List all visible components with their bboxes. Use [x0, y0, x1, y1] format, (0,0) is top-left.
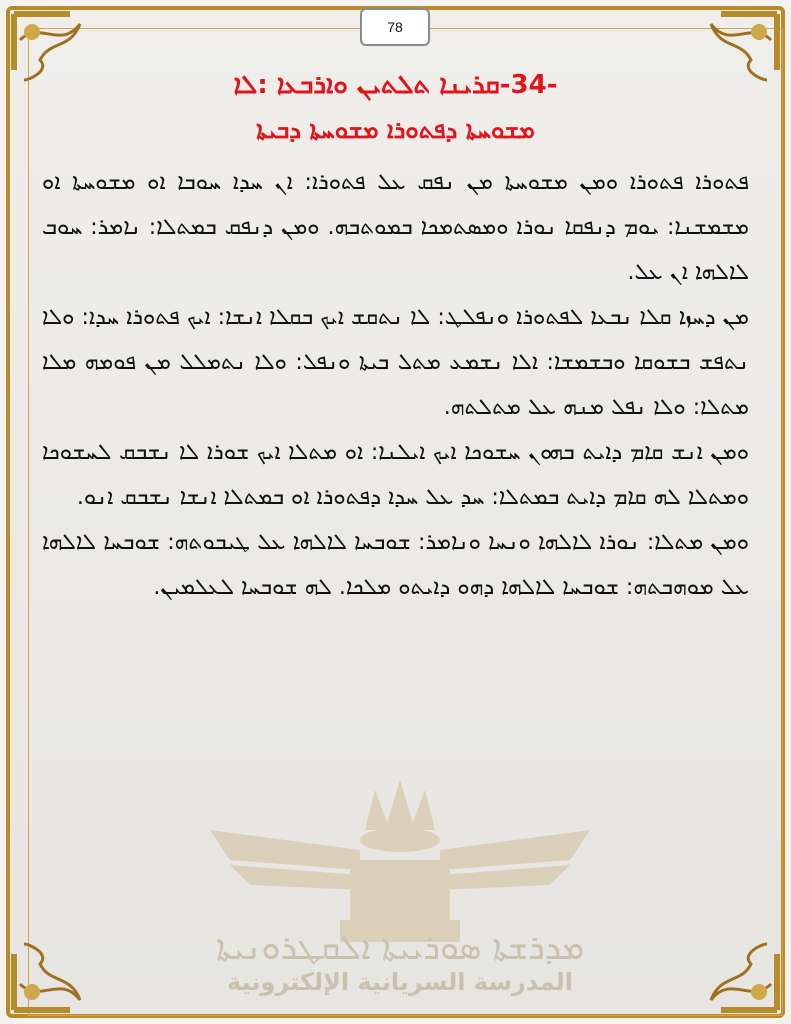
- lesson-subtitle: ܡܫܘܚܬܐ ܕܦܬܘܪܐ ܡܫܘܚܬܐ ܕܒܝܬܐ: [256, 116, 535, 144]
- paragraph: ܡܢ ܕܚܙܐ ܩܠܐ ܢܒܥܐ ܠܦܬܘܪܐ ܘܢܦܠܛ: ܠܐ ܢܬܩܫ ܐܝܟ ܒܩܠܐ ܐܢܫܐ: ܐܝܟ ܦܬܘܪܐ ܚܕܐ: ܘܠܐ ܢܬܦܫ ܒܫܘܩܐ ܘܒܫܡܫܐ: ܐܠܐ ܢܫܡܥ ܡܬܠ ܒܝܬܐ ܘܢܦܠ: ܘܠܐ ܢܬܡܠܠ ܡܢ ܦܘܡܗ ܡܠܐ ܡܬܠܐ: ܘܠܐ ܢܦܠ ܡܢܗ ܥܠ ܡܬܠܬܗ.: [42, 305, 749, 420]
- paragraph: ܘܡܢ ܐܢܫ ܩܐܡ ܕܐܝܬ ܒܗܘܢ ܚܫܘܟܐ ܐܝܟ ܐܝܠܢܐ: ܐܘ ܡܬܠܐ ܐܝܟ ܫܘܪܐ ܠܐ ܢܫܒܩ ܠܚܫܘܟܐ ܘܡܬܠܐ ܠܗ ܩܐܡ ܕܐܝܬ ܒܡܬܠܐ: ܚܕ ܥܠ ܚܕܐ ܕܦܬܘܪܐ ܐܘ ܒܡܬܠܐ ܐܢܫܐ ܢܫܒܩ ܐܢܘ.: [42, 440, 749, 510]
- ornament-corner-bottom-right-icon: [671, 904, 781, 1014]
- page-number: [360, 8, 430, 46]
- lesson-title: -34-ܩܪܝܢܐ ܬܠܬܝܢ ܘܐܪܒܥܐ :ܠܐ: [233, 70, 558, 100]
- body-text: [42, 160, 749, 610]
- page-number-label: 78: [387, 19, 403, 35]
- ornament-corner-top-right-icon: [671, 10, 781, 120]
- watermark-syriac-name: ܡܕܪܫܬܐ ܣܘܪܝܝܬܐ ܐܠܩܛܪܘܢܝܬܐ: [215, 928, 585, 968]
- watermark-arabic-name: المدرسة السريانية الإلكترونية: [227, 968, 573, 996]
- ornament-corner-top-left-icon: [10, 10, 120, 120]
- ornament-corner-bottom-left-icon: [10, 904, 120, 1014]
- paragraph: ܘܡܢ ܡܬܠܐ: ܢܘܪܐ ܠܐܠܗܐ ܘܢܚܐ ܘܢܐܡܪ: ܫܘܒܚܐ ܠܐܠܗܐ ܥܠ ܛܝܒܘܬܗ: ܫܘܒܚܐ ܠܐܠܗܐ ܥܠ ܡܘܗܒܬܗ: ܫܘܒܚܐ ܠܐܠܗܐ ܕܗܘ ܕܐܝܬܘ ܡܠܟܐ. ܠܗ ܫܘܒܚܐ ܠܥܠܡܝܢ.: [42, 530, 749, 600]
- paragraph: ܦܬܘܪܐ ܦܬܘܪܐ ܘܡܢ ܡܫܘܚܬܐ ܡܢ ܢܦܩ ܥܠ ܦܬܘܪܐ: ܐܢ ܚܕܐ ܚܘܒܐ ܐܘ ܡܫܘܚܬܐ ܐܘ ܡܫܡܫܢܐ: ܝܘܡ ܕܢܦܩܐ ܢܘܪܐ ܘܡܣܬܡܟܐ ܒܡܘܬܒܗ. ܘܡܢ ܕܢܦܩ ܒܡܬܠܐ: ܢܐܡܪ: ܚܘܒ ܠܐܠܗܐ ܐܢ ܥܠ.: [42, 170, 749, 285]
